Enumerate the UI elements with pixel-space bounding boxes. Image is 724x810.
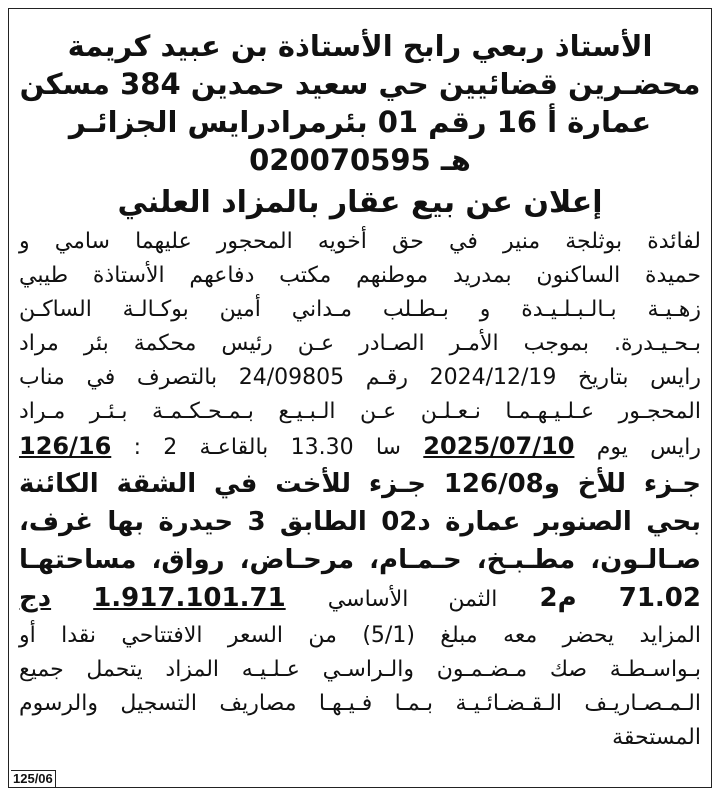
base-price-amount: 1.917.101.71 <box>93 583 286 613</box>
sale-day-label: رايس يوم <box>596 435 702 460</box>
bailiff-phone: هـ 020070595 <box>249 143 471 177</box>
body-line: لفائدة بوثلجة منير في حق أخويه المحجور عليهما سامي و <box>19 229 701 254</box>
body-line: زهـيـة بـالـبـلـيـدة و بـطـلب مـداني أمين بوكـالـة الساكـن <box>19 297 701 322</box>
body-line: الـمـصـاريـف الـقـضـائـيـة بـمـا فـيـهـا مصاريف التسجيل والرسوم <box>19 691 701 716</box>
body-line: رايس بتاريخ 2024/12/19 رقـم 24/09805 بالتصرف في مناب <box>19 365 701 390</box>
reference-number: 125/06 <box>11 770 56 787</box>
bailiff-address-line-2: عمارة أ 16 رقم 01 بئرمرادرايس الجزائـر <box>68 105 652 139</box>
notice-content <box>19 27 701 755</box>
legal-notice <box>8 8 712 788</box>
price-line <box>19 579 701 619</box>
sale-date-line <box>19 429 701 465</box>
sale-date: 2025/07/10 <box>423 432 575 460</box>
bailiff-address-line-1: محضـرين قضائيين حي سعيد حمدين 384 مسكن <box>19 67 701 101</box>
notice-body <box>19 225 701 755</box>
property-line: صـالـون، مطـبـخ، حـمـام، مرحـاض، رواق، مساحتهـا <box>19 545 701 575</box>
currency: دج <box>19 583 52 613</box>
body-line: بـحـيـدرة. بموجب الأمـر الصـادر عـن رئيس محكمة بئر مراد <box>19 331 701 356</box>
body-line: المستحقة <box>612 725 701 750</box>
sale-time-hall: سا 13.30 بالقاعـة 2 : <box>133 435 401 460</box>
body-line: المزايد يحضر معه مبلغ (5/1) من السعر الافتتاحي نقدا أو <box>19 623 702 648</box>
body-line: حميدة الساكنون بمدريد موطنهم مكتب دفاعهم الأستاذة طيبي <box>19 263 701 288</box>
property-area: 71.02 م2 <box>539 583 701 613</box>
property-line: بحي الصنوبر عمارة د02 الطابق 3 حيدرة بها غرف، <box>19 507 701 537</box>
property-line: جـزء للأخ و126/08 جـزء للأخت في الشقة الكائنة <box>19 469 701 499</box>
body-line: بـواسـطـة صك مـضـمـون والـراسـي عـلـيـه المزاد يتحمل جميع <box>19 657 701 682</box>
base-price-label: الثمن الأساسي <box>327 587 498 612</box>
body-line: المحجـور عـلـيـهـمـا نـعـلـن عـن الـبـيـع بـمـحـكـمـة بـئـر مـراد <box>19 399 701 424</box>
notice-title: إعلان عن بيع عقار بالمزاد العلني <box>117 185 603 220</box>
bailiff-names: الأستاذ ربعي رابح الأستاذة بن عبيد كريمة <box>67 29 653 63</box>
brother-share: 126/16 <box>19 432 112 460</box>
